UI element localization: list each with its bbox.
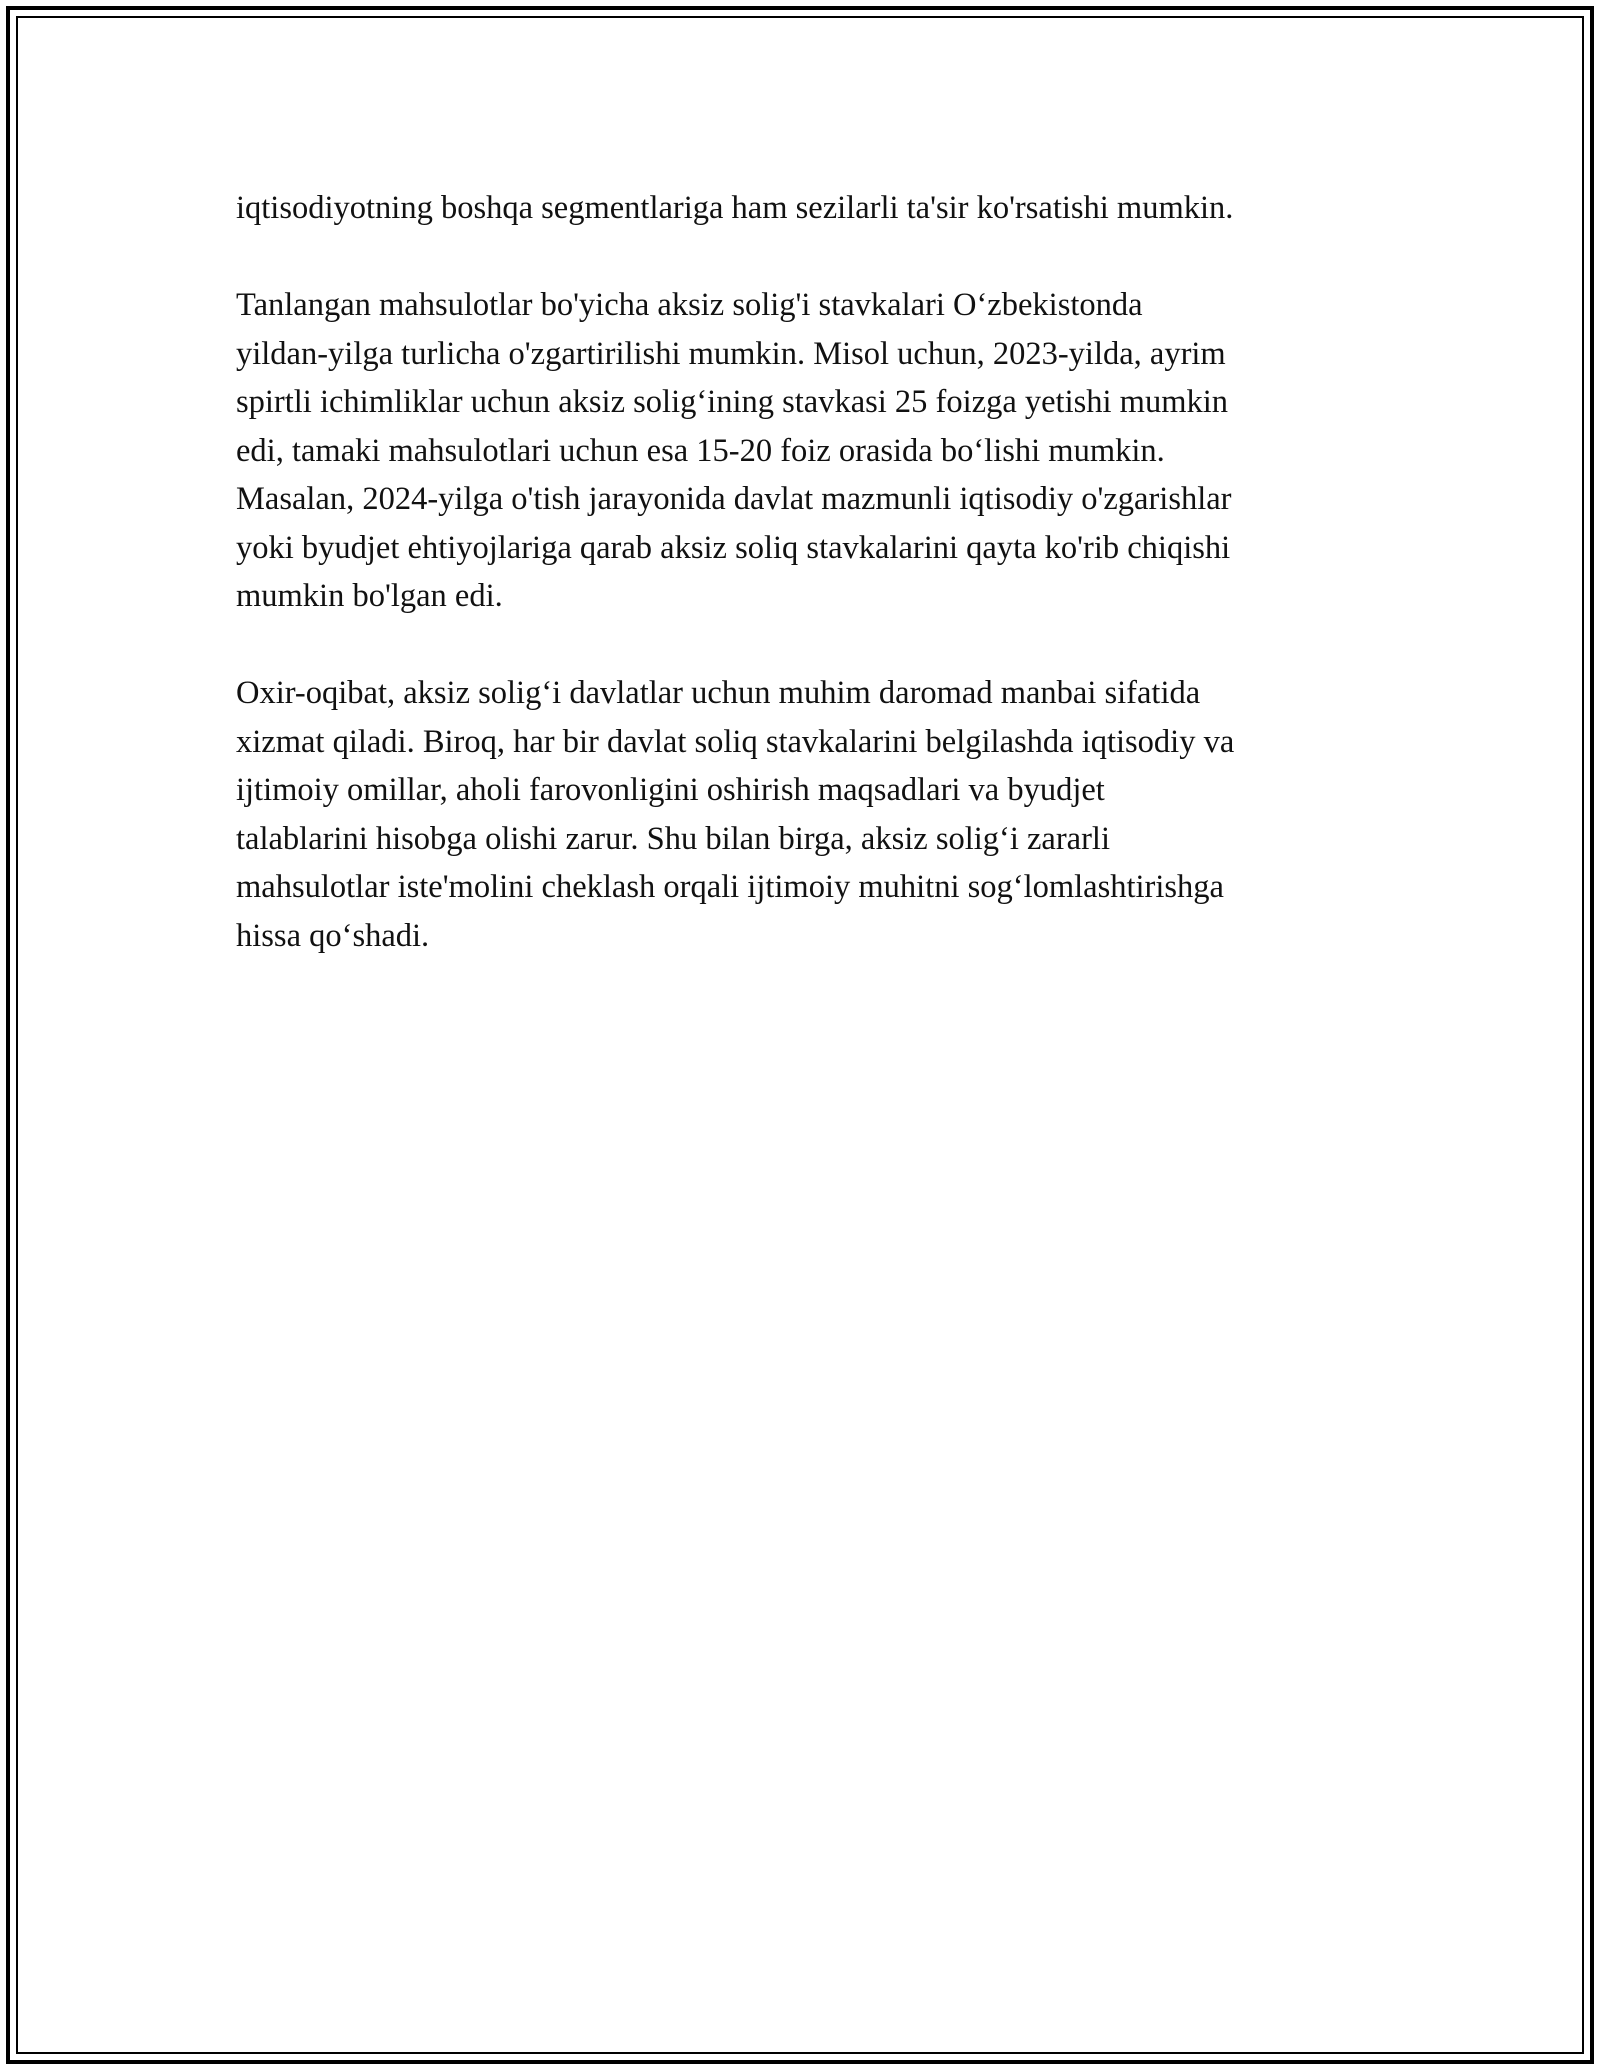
paragraph-3: Oxir-oqibat, aksiz solig‘i davlatlar uchun muhim daromad manbai sifatida xizmat qiladi. Biroq, har bir davlat soliq stavkalarini belgilashda iqtisodiy va ijtimoiy omillar, aholi farovonligini oshirish maqsadlari va byudjet talablarini hisobga olishi zarur. Shu bilan birga, aksiz solig‘i zararli mahsulotlar iste'molini cheklash orqali ijtimoiy muhitni sog‘lomlashtirishga hissa qo‘shadi. <box>236 675 1235 954</box>
document-body <box>236 184 1366 1009</box>
paragraph-1: iqtisodiyotning boshqa segmentlariga ham sezilarli ta'sir ko'rsatishi mumkin. <box>236 190 1234 226</box>
paragraph-2: Tanlangan mahsulotlar bo'yicha aksiz solig'i stavkalari O‘zbekistonda yildan-yilga turlicha o'zgartirilishi mumkin. Misol uchun, 2023-yilda, ayrim spirtli ichimliklar uchun aksiz solig‘ining stavkasi 25 foizga yetishi mumkin edi, tamaki mahsulotlari uchun esa 15-20 foiz orasida bo‘lishi mumkin. Masalan, 2024-yilga o'tish jarayonida davlat mazmunli iqtisodiy o'zgarishlar yoki byudjet ehtiyojlariga qarab aksiz soliq stavkalarini qayta ko'rib chiqishi mumkin bo'lgan edi. <box>236 287 1232 614</box>
